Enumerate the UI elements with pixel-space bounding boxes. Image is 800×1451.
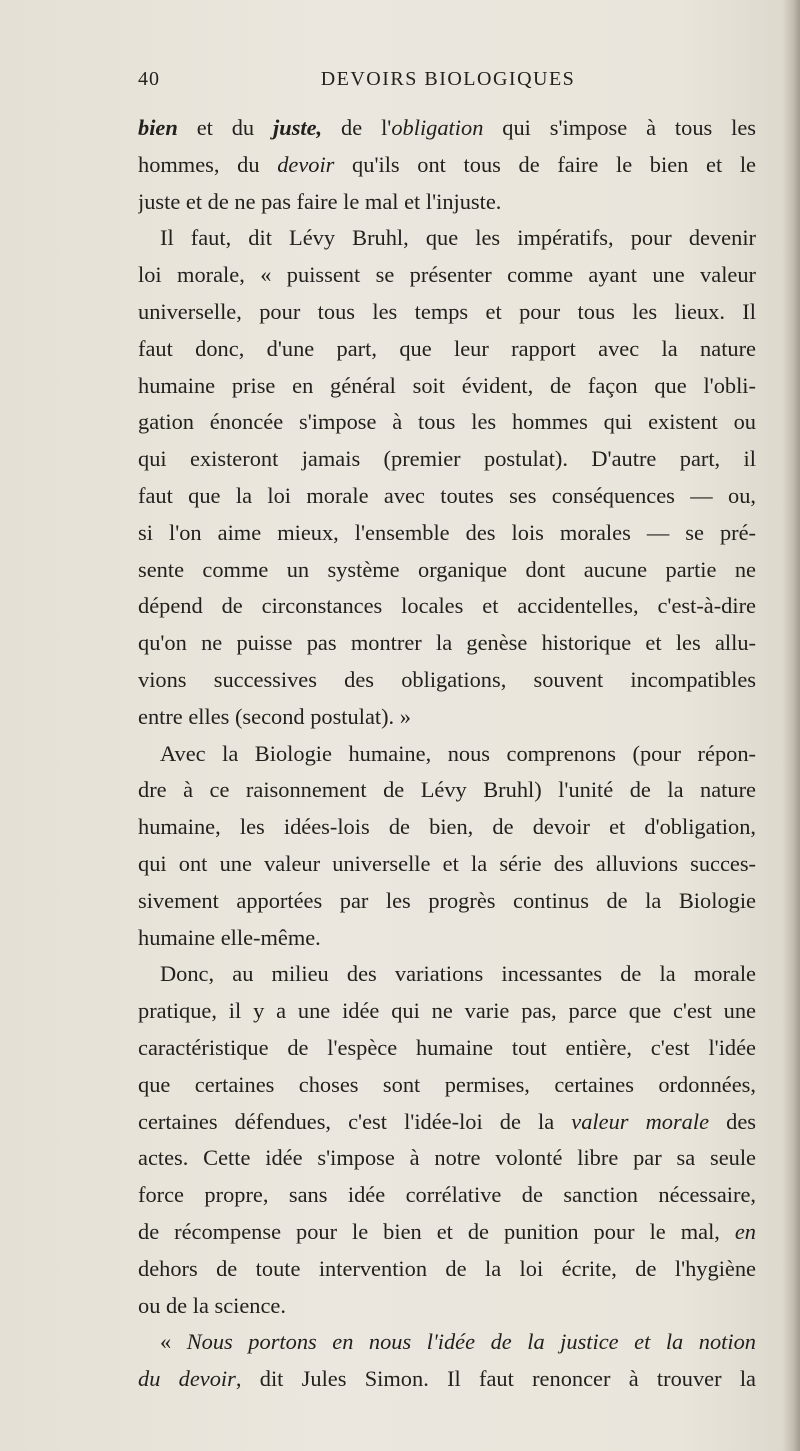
text-line [138,441,756,478]
text-run: pratique, il y a une idée qui ne varie pas, parce que c'est une [138,998,756,1024]
page-header [138,68,758,96]
text-run: qu'ils ont tous de faire le bien et le [334,151,756,177]
text-run: caractéristique de l'espèce humaine tout entière, c'est l'idée [138,1034,756,1060]
text-run: loi morale, « puissent se présenter comme ayant une valeur [138,262,756,288]
text-run: que certaines choses sont permises, certaines ordonnées, [138,1071,756,1097]
text-line [138,184,756,221]
text-line [138,699,756,736]
text-run: , dit Jules Simon. Il faut renoncer à trouver la [235,1366,756,1392]
emphasized-text: devoir [277,151,335,177]
emphasized-text: bien [138,115,178,140]
text-run: humaine elle-même. [138,924,321,950]
text-line [138,478,756,515]
text-line [138,368,756,405]
text-line [138,956,756,993]
text-line [138,220,756,257]
text-run: certaines défendues, c'est l'idée-loi de la [138,1108,572,1134]
text-run: force propre, sans idée corrélative de sanction nécessaire, [138,1182,756,1208]
text-line [138,294,756,331]
emphasized-text: Nous portons en nous l'idée de la justice et la notion [186,1329,756,1355]
text-run: faut que la loi morale avec toutes ses conséquences — ou, [138,482,756,508]
text-line [138,1067,756,1104]
emphasized-text: valeur morale [571,1108,710,1134]
text-run: vions successives des obligations, souvent incompatibles [138,666,756,692]
text-run: qui existeront jamais (premier postulat). D'autre part, il [138,446,756,472]
text-line [138,331,756,368]
text-run: dépend de circonstances locales et accidentelles, c'est-à-dire [138,593,756,619]
text-line [138,883,756,920]
text-run: des [709,1108,756,1134]
text-run: de récompense pour le bien et de punition pour le mal, [138,1218,735,1244]
text-line [138,1140,756,1177]
text-run: hommes, du [138,151,278,177]
text-line [138,588,756,625]
text-line [138,993,756,1030]
text-line [138,846,756,883]
text-run: humaine, les idées-lois de bien, de devoir et d'obligation, [138,814,756,840]
text-run: faut donc, d'une part, que leur rapport avec la nature [138,335,756,361]
text-run: qui s'impose à tous les [483,115,756,140]
text-line [138,736,756,773]
text-line [138,1251,756,1288]
text-line [138,515,756,552]
text-run: « [160,1329,187,1355]
text-line [138,1030,756,1067]
emphasized-text: du devoir [138,1366,236,1392]
text-run: actes. Cette idée s'impose à notre volonté libre par sa seule [138,1145,756,1171]
text-line [138,1324,756,1361]
text-run: dehors de toute intervention de la loi écrite, de l'hygiène [138,1255,756,1281]
page-number: 40 [138,68,160,90]
text-run: qui ont une valeur universelle et la série des alluvions succes- [138,850,756,876]
emphasized-text: juste, [273,115,323,140]
text-run: de l' [322,115,392,140]
text-run: sivement apportées par les progrès continus de la Biologie [138,887,756,913]
text-line [138,772,756,809]
text-line [138,147,756,184]
text-run: si l'on aime mieux, l'ensemble des lois morales — se pré- [138,519,756,545]
text-line [138,809,756,846]
text-line [138,110,756,147]
text-run: universelle, pour tous les temps et pour tous les lieux. Il [138,298,756,324]
text-line [138,662,756,699]
text-run: dre à ce raisonnement de Lévy Bruhl) l'unité de la nature [138,777,756,803]
text-run: gation énoncée s'impose à tous les hommes qui existent ou [138,409,756,435]
running-title: DEVOIRS BIOLOGIQUES [320,68,576,90]
text-run: qu'on ne puisse pas montrer la genèse historique et les allu- [138,630,756,656]
text-run: sente comme un système organique dont aucune partie ne [138,556,756,582]
text-run: Il faut, dit Lévy Bruhl, que les impératifs, pour devenir [160,225,756,251]
emphasized-text: en [734,1218,756,1244]
text-line [138,1214,756,1251]
text-line [138,404,756,441]
text-run: entre elles (second postulat). » [138,703,411,729]
text-run: Avec la Biologie humaine, nous comprenons (pour répon- [160,740,756,766]
text-line [138,257,756,294]
text-line [138,920,756,957]
text-run: et du [177,115,274,140]
text-run: humaine prise en général soit évident, de façon que l'obli- [138,372,756,398]
text-run: Donc, au milieu des variations incessantes de la morale [160,961,756,987]
text-line [138,1177,756,1214]
emphasized-text: obligation [391,115,484,140]
text-line [138,552,756,589]
body-text [138,110,756,1398]
text-run: ou de la science. [138,1292,286,1318]
text-line [138,625,756,662]
text-line [138,1361,756,1398]
text-line [138,1288,756,1325]
text-run: juste et de ne pas faire le mal et l'injuste. [138,188,502,214]
text-line [138,1104,756,1141]
page-edge-shadow [782,0,800,1451]
